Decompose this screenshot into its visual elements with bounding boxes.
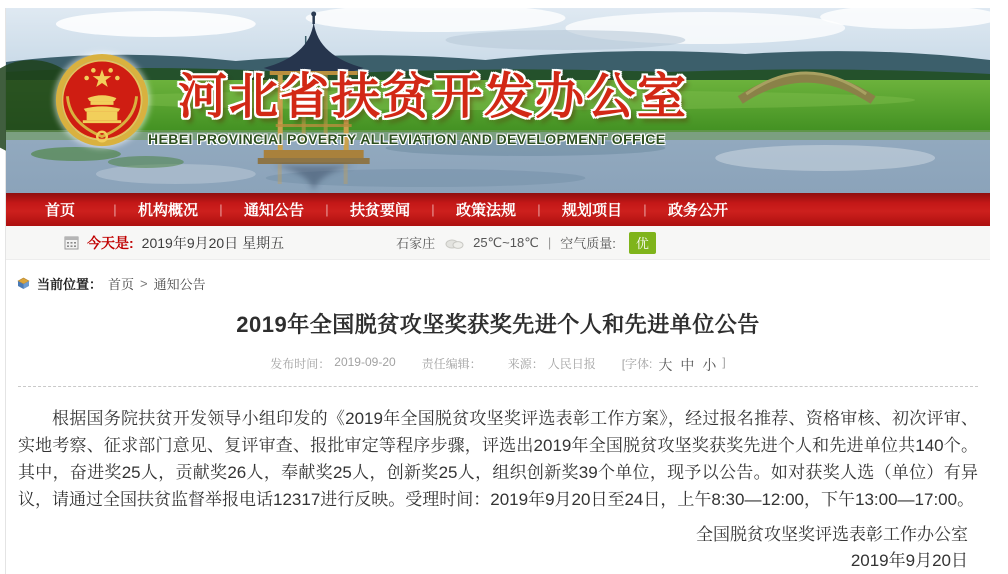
header-banner bbox=[6, 8, 990, 193]
air-quality-label: 空气质量: bbox=[560, 236, 616, 251]
source-label: 来源： bbox=[507, 357, 544, 371]
site-subtitle-english: HEBEI PROVINCIAI POVERTY ALLEVIATION AND DEVELOPMENT OFFICE bbox=[148, 131, 666, 147]
nav-item-home[interactable]: 首页 bbox=[44, 202, 75, 219]
article-meta-row bbox=[18, 355, 978, 375]
info-bar bbox=[6, 226, 990, 260]
font-size-small-button[interactable]: 小 bbox=[702, 357, 717, 373]
publish-time-value: 2019-09-20 bbox=[334, 355, 396, 369]
meta-divider-dashed bbox=[18, 386, 978, 387]
article-body-paragraph: 根据国务院扶贫开发领导小组印发的《2019年全国脱贫攻坚奖评选表彰工作方案》，经过报名推荐、资格审核、初次评审、实地考察、征求部门意见、复评审查、报批审定等程序步骤，评选出2019年全国脱贫攻坚奖获奖先进个人和先进单位共140个。其中，奋进奖25人，贡献奖26人，奉献奖25人，创新奖25人，组织创新奖39个单位，现予以公告。如对获奖人选（单位）有异议，请通过全国扶贫监督举报电话12317进行反映。受理时间：2019年9月20日至24日，上午8:30—12:00，下午13:00—17:00。 bbox=[18, 409, 978, 509]
font-size-control bbox=[622, 355, 726, 375]
location-box-icon bbox=[16, 277, 31, 290]
temperature-range: 25℃~18℃ bbox=[473, 234, 539, 250]
weather-city: 石家庄 bbox=[396, 236, 436, 251]
breadcrumb-current-link[interactable]: 通知公告 bbox=[153, 277, 206, 292]
nav-separator: | bbox=[537, 202, 541, 217]
nav-separator: | bbox=[643, 202, 647, 217]
signature-date: 2019年9月20日 bbox=[850, 551, 968, 570]
article-signature-block bbox=[18, 522, 978, 574]
font-size-large-button[interactable]: 大 bbox=[658, 357, 673, 373]
nav-item-overview[interactable]: 机构概况 bbox=[137, 202, 198, 219]
page-container bbox=[5, 8, 990, 574]
breadcrumb-label: 当前位置： bbox=[37, 277, 103, 292]
nav-item-planning[interactable]: 规划项目 bbox=[561, 202, 622, 219]
nav-item-gov-disclosure[interactable]: 政务公开 bbox=[667, 202, 728, 219]
nav-item-policies[interactable]: 政策法规 bbox=[455, 202, 516, 219]
today-label: 今天是: bbox=[87, 234, 134, 251]
info-divider: | bbox=[547, 235, 552, 250]
publish-time-group bbox=[270, 355, 395, 372]
weather-section bbox=[396, 232, 656, 254]
main-navigation bbox=[6, 193, 990, 226]
nav-item-notices[interactable]: 通知公告 bbox=[243, 202, 304, 219]
date-section bbox=[64, 233, 284, 253]
site-title: 河北省扶贫开发办公室 bbox=[178, 70, 689, 124]
signature-office: 全国脱贫攻坚奖评选表彰工作办公室 bbox=[696, 525, 968, 544]
breadcrumb bbox=[6, 260, 990, 299]
publish-time-label: 发布时间： bbox=[270, 357, 331, 371]
editor-label: 责任编辑： bbox=[421, 357, 482, 371]
today-date: 2019年9月20日 星期五 bbox=[141, 234, 285, 251]
breadcrumb-separator: > bbox=[140, 276, 148, 291]
font-size-medium-button[interactable]: 中 bbox=[680, 357, 695, 373]
breadcrumb-home-link[interactable]: 首页 bbox=[108, 277, 135, 292]
font-size-label-close: ] bbox=[722, 355, 726, 369]
article-title: 2019年全国脱贫攻坚奖获奖先进个人和先进单位公告 bbox=[236, 312, 760, 337]
source-group bbox=[508, 355, 596, 372]
editor-group bbox=[422, 355, 482, 372]
calendar-icon bbox=[64, 235, 79, 250]
article-content bbox=[6, 308, 990, 574]
national-emblem-logo bbox=[54, 46, 150, 158]
nav-item-news[interactable]: 扶贫要闻 bbox=[349, 202, 410, 219]
air-quality-badge: 优 bbox=[629, 232, 656, 254]
cloud-weather-icon bbox=[444, 236, 464, 249]
nav-separator: | bbox=[219, 202, 223, 217]
nav-separator: | bbox=[325, 202, 329, 217]
font-size-label-open: [字体: bbox=[621, 357, 653, 371]
source-value: 人民日报 bbox=[547, 357, 596, 371]
nav-separator: | bbox=[431, 202, 435, 217]
nav-separator: | bbox=[113, 202, 117, 217]
